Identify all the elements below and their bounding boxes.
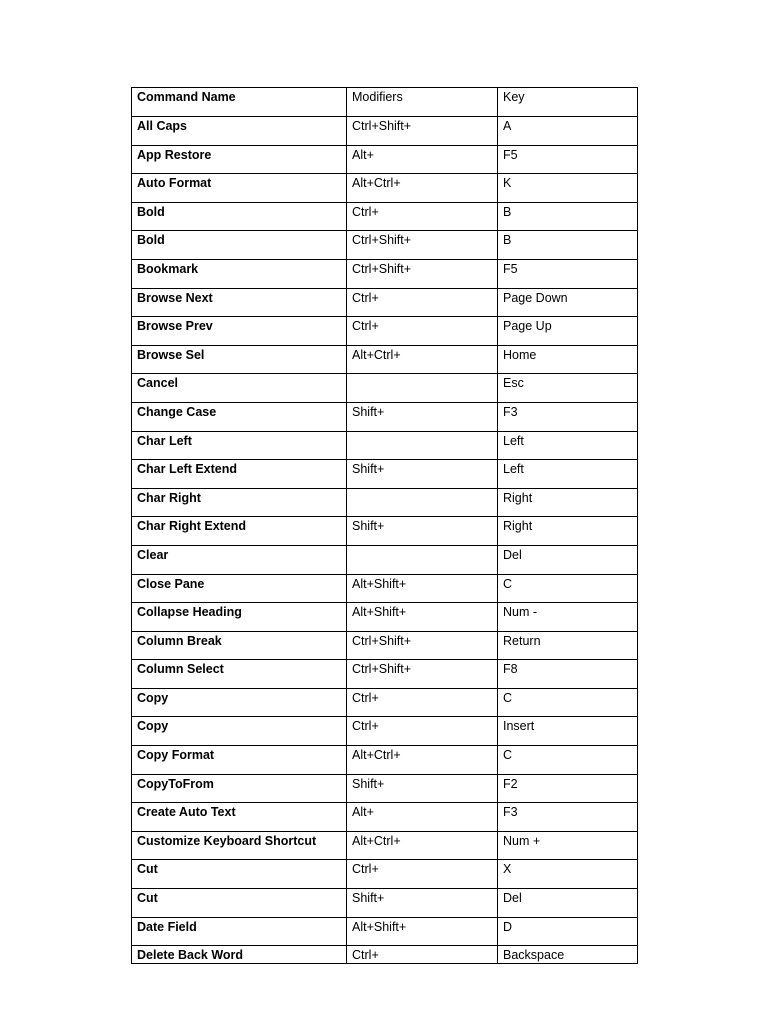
table-row — [132, 717, 638, 746]
command-name-cell: Bookmark — [132, 259, 347, 288]
header-row — [132, 88, 638, 117]
modifiers-cell: Ctrl+ — [347, 688, 498, 717]
key-cell: Esc — [498, 374, 638, 403]
modifiers-cell: Alt+Ctrl+ — [347, 831, 498, 860]
modifiers-cell — [347, 545, 498, 574]
modifiers-cell: Alt+Shift+ — [347, 603, 498, 632]
command-name-cell: Copy — [132, 688, 347, 717]
modifiers-cell: Alt+ — [347, 803, 498, 832]
table-row — [132, 345, 638, 374]
key-cell: Home — [498, 345, 638, 374]
key-cell: Page Up — [498, 317, 638, 346]
command-name-cell: Customize Keyboard Shortcut — [132, 831, 347, 860]
modifiers-cell: Ctrl+Shift+ — [347, 117, 498, 146]
key-cell: C — [498, 574, 638, 603]
table-row — [132, 317, 638, 346]
table-row — [132, 545, 638, 574]
command-name-cell: Copy — [132, 717, 347, 746]
table-row — [132, 860, 638, 889]
table-row — [132, 202, 638, 231]
key-cell: Right — [498, 517, 638, 546]
table-body — [132, 117, 638, 964]
command-name-cell: Cut — [132, 860, 347, 889]
command-name-cell: Copy Format — [132, 746, 347, 775]
table-row — [132, 574, 638, 603]
key-cell: F5 — [498, 145, 638, 174]
modifiers-cell — [347, 488, 498, 517]
header-modifiers: Modifiers — [347, 88, 498, 117]
command-name-cell: App Restore — [132, 145, 347, 174]
key-cell: C — [498, 746, 638, 775]
modifiers-cell: Shift+ — [347, 774, 498, 803]
table-row — [132, 259, 638, 288]
modifiers-cell: Alt+Ctrl+ — [347, 746, 498, 775]
table-row — [132, 746, 638, 775]
table-row — [132, 803, 638, 832]
table-row — [132, 145, 638, 174]
table-row — [132, 946, 638, 964]
key-cell: B — [498, 202, 638, 231]
table-row — [132, 431, 638, 460]
key-cell: Insert — [498, 717, 638, 746]
table-row — [132, 517, 638, 546]
key-cell: X — [498, 860, 638, 889]
command-name-cell: Delete Back Word — [132, 946, 347, 964]
keyboard-shortcuts-table — [131, 87, 638, 964]
command-name-cell: CopyToFrom — [132, 774, 347, 803]
key-cell: Right — [498, 488, 638, 517]
modifiers-cell: Ctrl+ — [347, 317, 498, 346]
modifiers-cell: Shift+ — [347, 402, 498, 431]
table-row — [132, 688, 638, 717]
key-cell: C — [498, 688, 638, 717]
table-row — [132, 374, 638, 403]
table-row — [132, 488, 638, 517]
table-row — [132, 402, 638, 431]
command-name-cell: Char Right — [132, 488, 347, 517]
modifiers-cell: Ctrl+ — [347, 946, 498, 964]
command-name-cell: Collapse Heading — [132, 603, 347, 632]
table-row — [132, 288, 638, 317]
key-cell: Page Down — [498, 288, 638, 317]
modifiers-cell — [347, 431, 498, 460]
command-name-cell: Date Field — [132, 917, 347, 946]
command-name-cell: All Caps — [132, 117, 347, 146]
modifiers-cell: Ctrl+Shift+ — [347, 660, 498, 689]
modifiers-cell: Ctrl+Shift+ — [347, 231, 498, 260]
table-row — [132, 917, 638, 946]
table-header — [132, 88, 638, 117]
modifiers-cell: Alt+ — [347, 145, 498, 174]
command-name-cell: Char Left Extend — [132, 460, 347, 489]
table-row — [132, 774, 638, 803]
key-cell: Return — [498, 631, 638, 660]
command-name-cell: Auto Format — [132, 174, 347, 203]
command-name-cell: Char Left — [132, 431, 347, 460]
key-cell: F3 — [498, 803, 638, 832]
modifiers-cell: Alt+Shift+ — [347, 917, 498, 946]
key-cell: A — [498, 117, 638, 146]
table-row — [132, 660, 638, 689]
command-name-cell: Browse Prev — [132, 317, 347, 346]
key-cell: F3 — [498, 402, 638, 431]
key-cell: F2 — [498, 774, 638, 803]
modifiers-cell: Shift+ — [347, 889, 498, 918]
modifiers-cell: Ctrl+ — [347, 717, 498, 746]
modifiers-cell: Shift+ — [347, 460, 498, 489]
header-key: Key — [498, 88, 638, 117]
key-cell: Num + — [498, 831, 638, 860]
key-cell: Del — [498, 545, 638, 574]
command-name-cell: Change Case — [132, 402, 347, 431]
modifiers-cell: Alt+Ctrl+ — [347, 345, 498, 374]
table-row — [132, 631, 638, 660]
key-cell: Left — [498, 460, 638, 489]
key-cell: F5 — [498, 259, 638, 288]
key-cell: Backspace — [498, 946, 638, 964]
command-name-cell: Clear — [132, 545, 347, 574]
modifiers-cell: Alt+Ctrl+ — [347, 174, 498, 203]
table-row — [132, 603, 638, 632]
key-cell: Left — [498, 431, 638, 460]
table-row — [132, 174, 638, 203]
header-command-name: Command Name — [132, 88, 347, 117]
modifiers-cell — [347, 374, 498, 403]
table-row — [132, 117, 638, 146]
key-cell: K — [498, 174, 638, 203]
command-name-cell: Char Right Extend — [132, 517, 347, 546]
key-cell: Num - — [498, 603, 638, 632]
table-row — [132, 460, 638, 489]
command-name-cell: Create Auto Text — [132, 803, 347, 832]
command-name-cell: Bold — [132, 202, 347, 231]
key-cell: B — [498, 231, 638, 260]
key-cell: D — [498, 917, 638, 946]
modifiers-cell: Alt+Shift+ — [347, 574, 498, 603]
command-name-cell: Column Break — [132, 631, 347, 660]
table-row — [132, 889, 638, 918]
command-name-cell: Bold — [132, 231, 347, 260]
modifiers-cell: Ctrl+Shift+ — [347, 259, 498, 288]
modifiers-cell: Ctrl+ — [347, 288, 498, 317]
modifiers-cell: Ctrl+ — [347, 860, 498, 889]
command-name-cell: Column Select — [132, 660, 347, 689]
key-cell: F8 — [498, 660, 638, 689]
command-name-cell: Cancel — [132, 374, 347, 403]
table-row — [132, 831, 638, 860]
modifiers-cell: Ctrl+ — [347, 202, 498, 231]
command-name-cell: Browse Sel — [132, 345, 347, 374]
command-name-cell: Close Pane — [132, 574, 347, 603]
command-name-cell: Browse Next — [132, 288, 347, 317]
key-cell: Del — [498, 889, 638, 918]
modifiers-cell: Shift+ — [347, 517, 498, 546]
command-name-cell: Cut — [132, 889, 347, 918]
modifiers-cell: Ctrl+Shift+ — [347, 631, 498, 660]
table-row — [132, 231, 638, 260]
